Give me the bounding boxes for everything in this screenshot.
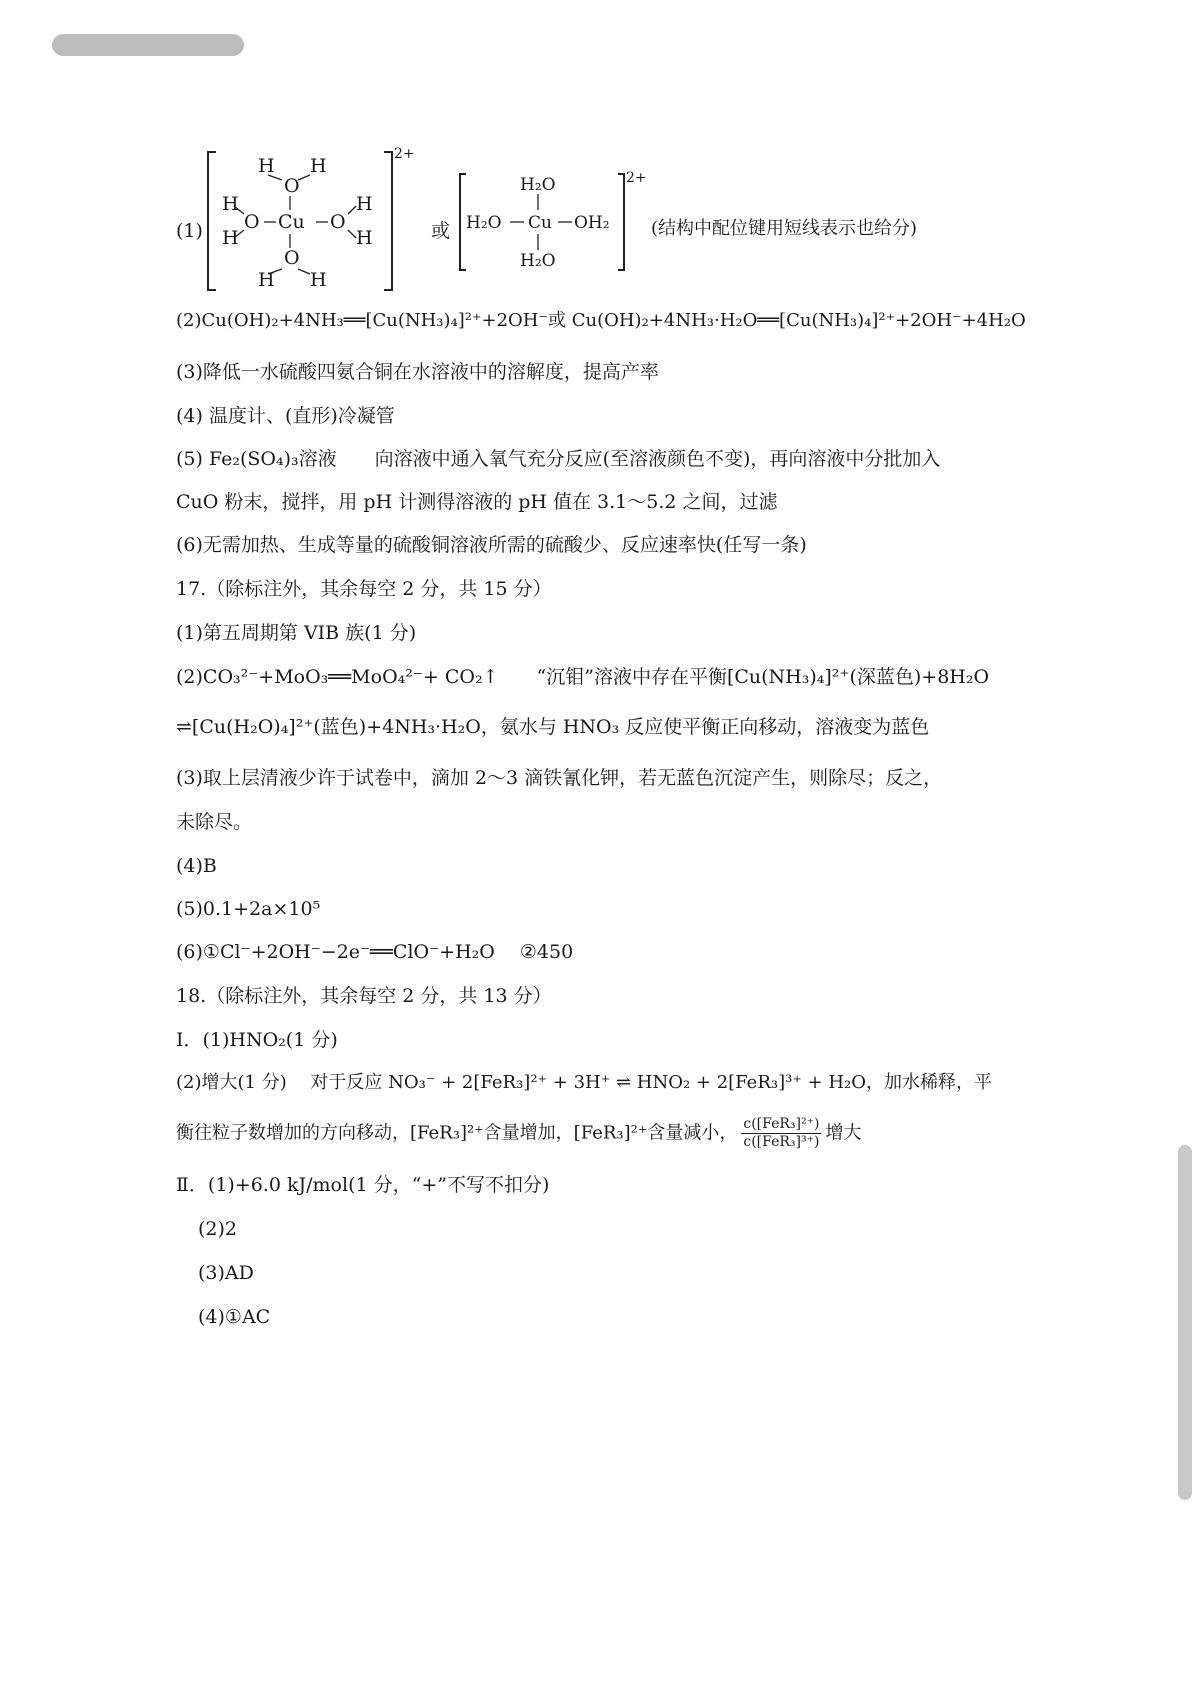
q17-p3-line2: 未除尽。: [176, 811, 253, 833]
struct-h-right-top: H: [356, 193, 373, 215]
q17-p4: (4)B: [176, 855, 217, 877]
struct-o-right: O: [330, 211, 346, 233]
struct-cu: Cu: [278, 211, 305, 233]
charge-label-2: 2+: [626, 170, 647, 186]
q18-ii2: (2)2: [198, 1218, 238, 1240]
struct2-h2o-left: H₂O: [466, 213, 502, 233]
q16-p2: (2)Cu(OH)₂+4NH₃══[Cu(NH₃)₄]²⁺+2OH⁻或 Cu(OH)₂+4NH₃·H₂O══[Cu(NH₃)₄]²⁺+2OH⁻+4H₂O: [176, 310, 1026, 331]
q17-heading: 17.（除标注外，其余每空 2 分，共 15 分）: [176, 578, 552, 600]
q17-p3-line1: (3)取上层清液少许于试卷中，滴加 2～3 滴铁氰化钾，若无蓝色沉淀产生，则除尽；反之，: [176, 767, 943, 789]
q16-p5-line2: CuO 粉末，搅拌，用 pH 计测得溶液的 pH 值在 3.1～5.2 之间，过滤: [176, 491, 778, 513]
top-toolbar-bar: [52, 34, 244, 56]
q17-p1: (1)第五周期第 VIB 族(1 分): [176, 622, 417, 644]
q16-p4: (4) 温度计、(直形)冷凝管: [176, 405, 395, 427]
struct2-cu: Cu: [528, 213, 552, 233]
q17-p2-line1: (2)CO₃²⁻+MoO₃══MoO₄²⁻+ CO₂↑ “沉钼”溶液中存在平衡[Cu(NH₃)₄]²⁺(深蓝色)+8H₂O: [176, 666, 990, 688]
fraction-numerator: c([FeR₃]²⁺): [743, 1116, 820, 1132]
struct-h-left-bottom: H: [222, 227, 239, 249]
q16-p3: (3)降低一水硫酸四氨合铜在水溶液中的溶解度，提高产率: [176, 361, 659, 383]
charge-label-1: 2+: [394, 146, 415, 162]
struct-o-bottom: O: [284, 247, 300, 269]
cu-aqua-structure-2: [458, 172, 633, 272]
q18-i2-line2: [176, 1116, 861, 1151]
struct-h-left-top: H: [222, 193, 239, 215]
struct2-h2o-top: H₂O: [520, 175, 556, 195]
struct-h-bottom-left: H: [258, 269, 275, 291]
concentration-ratio-fraction: [741, 1116, 821, 1151]
q16-p5-line1: (5) Fe₂(SO₄)₃溶液 向溶液中通入氧气充分反应(至溶液颜色不变)，再向溶液中分批加入: [176, 448, 941, 470]
q16-p1-or: 或: [431, 220, 451, 242]
fraction-denominator: c([FeR₃]³⁺): [743, 1133, 820, 1150]
q18-i2-increase: 增大: [825, 1122, 862, 1144]
q17-p2-line2: ⇌[Cu(H₂O)₄]²⁺(蓝色)+4NH₃·H₂O，氨水与 HNO₃ 反应使平衡正向移动，溶液变为蓝色: [176, 716, 930, 738]
q16-p6: (6)无需加热、生成等量的硫酸铜溶液所需的硫酸少、反应速率快(任写一条): [176, 534, 807, 556]
q18-i2-line1: (2)增大(1 分) 对于反应 NO₃⁻ + 2[FeR₃]²⁺ + 3H⁺ ⇌ HNO₂ + 2[FeR₃]³⁺ + H₂O，加水稀释，平: [176, 1072, 993, 1093]
vertical-scrollbar[interactable]: [1178, 1145, 1192, 1500]
q18-heading: 18.（除标注外，其余每空 2 分，共 13 分）: [176, 985, 552, 1007]
q18-ii1: Ⅱ．(1)+6.0 kJ/mol(1 分，“+”不写不扣分): [176, 1174, 550, 1196]
struct2-h2o-bottom: H₂O: [520, 251, 556, 271]
q18-ii4: (4)①AC: [198, 1306, 271, 1328]
q18-ii3: (3)AD: [198, 1262, 254, 1284]
struct-h-bottom-right: H: [310, 269, 327, 291]
struct2-oh2-right: OH₂: [574, 213, 610, 233]
q18-i2-text: 衡往粒子数增加的方向移动，[FeR₃]²⁺含量增加，[FeR₃]²⁺含量减小，: [176, 1122, 738, 1144]
struct-o-left: O: [244, 211, 260, 233]
q16-p1-note: (结构中配位键用短线表示也给分): [651, 218, 918, 239]
cu-aqua-structure-1: [206, 150, 421, 295]
struct-o-top: O: [284, 175, 300, 197]
q17-p5: (5)0.1+2a×10⁵: [176, 898, 321, 920]
struct-h-right-bottom: H: [356, 227, 373, 249]
struct-h-top-right: H: [310, 155, 327, 177]
q16-p1-number: (1): [176, 220, 203, 242]
q18-i1: Ⅰ．(1)HNO₂(1 分): [176, 1029, 338, 1051]
q17-p6: (6)①Cl⁻+2OH⁻−2e⁻══ClO⁻+H₂O ②450: [176, 941, 574, 963]
struct-h-top-left: H: [258, 155, 275, 177]
